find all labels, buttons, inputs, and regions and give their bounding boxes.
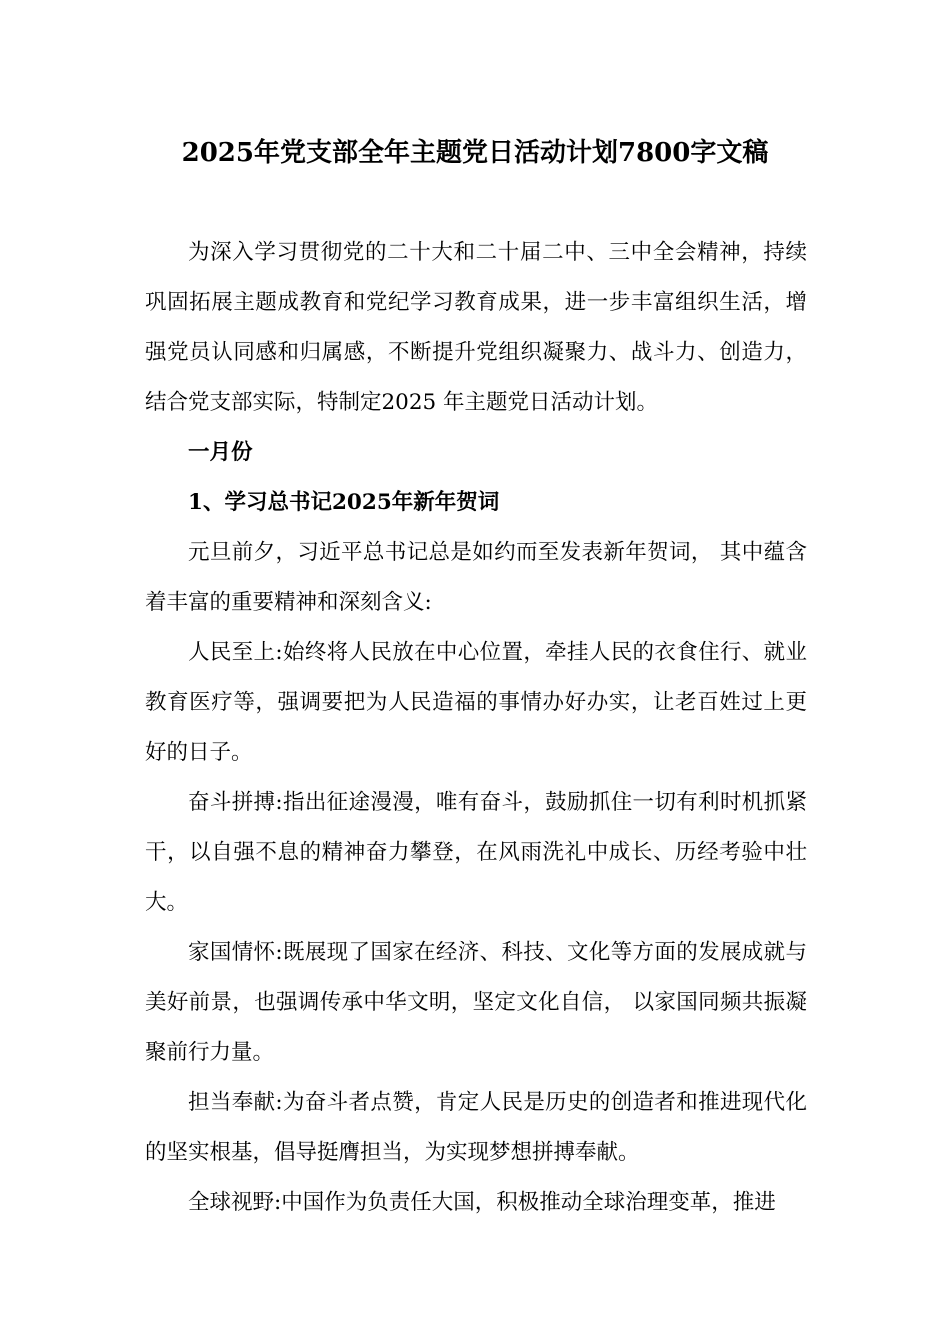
section-heading: 1、学习总书记2025年新年贺词 xyxy=(188,490,500,515)
intro-paragraph: 为深入学习贯彻党的二十大和二十届二中、三中全会精神，持续巩固拓展主题成教育和党纪学习教育成果，进一步丰富组织生活，增强党员认同感和归属感，不断提升党组织凝聚力、战斗力、创造力，结合党支部实际，特制定2025 年主题党日活动计划。 xyxy=(145,240,807,415)
body-paragraph: 担当奉献:为奋斗者点赞，肯定人民是历史的创造者和推进现代化的坚实根基，倡导挺膺担当，为实现梦想拼搏奉献。 xyxy=(145,1090,807,1165)
body-paragraph: 家国情怀:既展现了国家在经济、科技、文化等方面的发展成就与美好前景，也强调传承中华文明，坚定文化自信， 以家国同频共振凝聚前行力量。 xyxy=(145,940,807,1065)
document-title: 2025年党支部全年主题党日活动计划7800字文稿 xyxy=(181,138,769,168)
document-body xyxy=(145,228,807,1228)
body-paragraph: 元旦前夕，习近平总书记总是如约而至发表新年贺词， 其中蕴含着丰富的重要精神和深刻含义: xyxy=(145,540,807,615)
body-paragraph: 全球视野:中国作为负责任大国，积极推动全球治理变革，推进 xyxy=(188,1190,776,1215)
month-heading: 一月份 xyxy=(188,440,253,465)
body-paragraph: 人民至上:始终将人民放在中心位置，牵挂人民的衣食住行、就业教育医疗等，强调要把为人民造福的事情办好办实，让老百姓过上更好的日子。 xyxy=(145,640,807,765)
body-paragraph: 奋斗拼搏:指出征途漫漫，唯有奋斗，鼓励抓住一切有利时机抓紧干，以自强不息的精神奋力攀登，在风雨洗礼中成长、历经考验中壮大。 xyxy=(145,790,807,915)
